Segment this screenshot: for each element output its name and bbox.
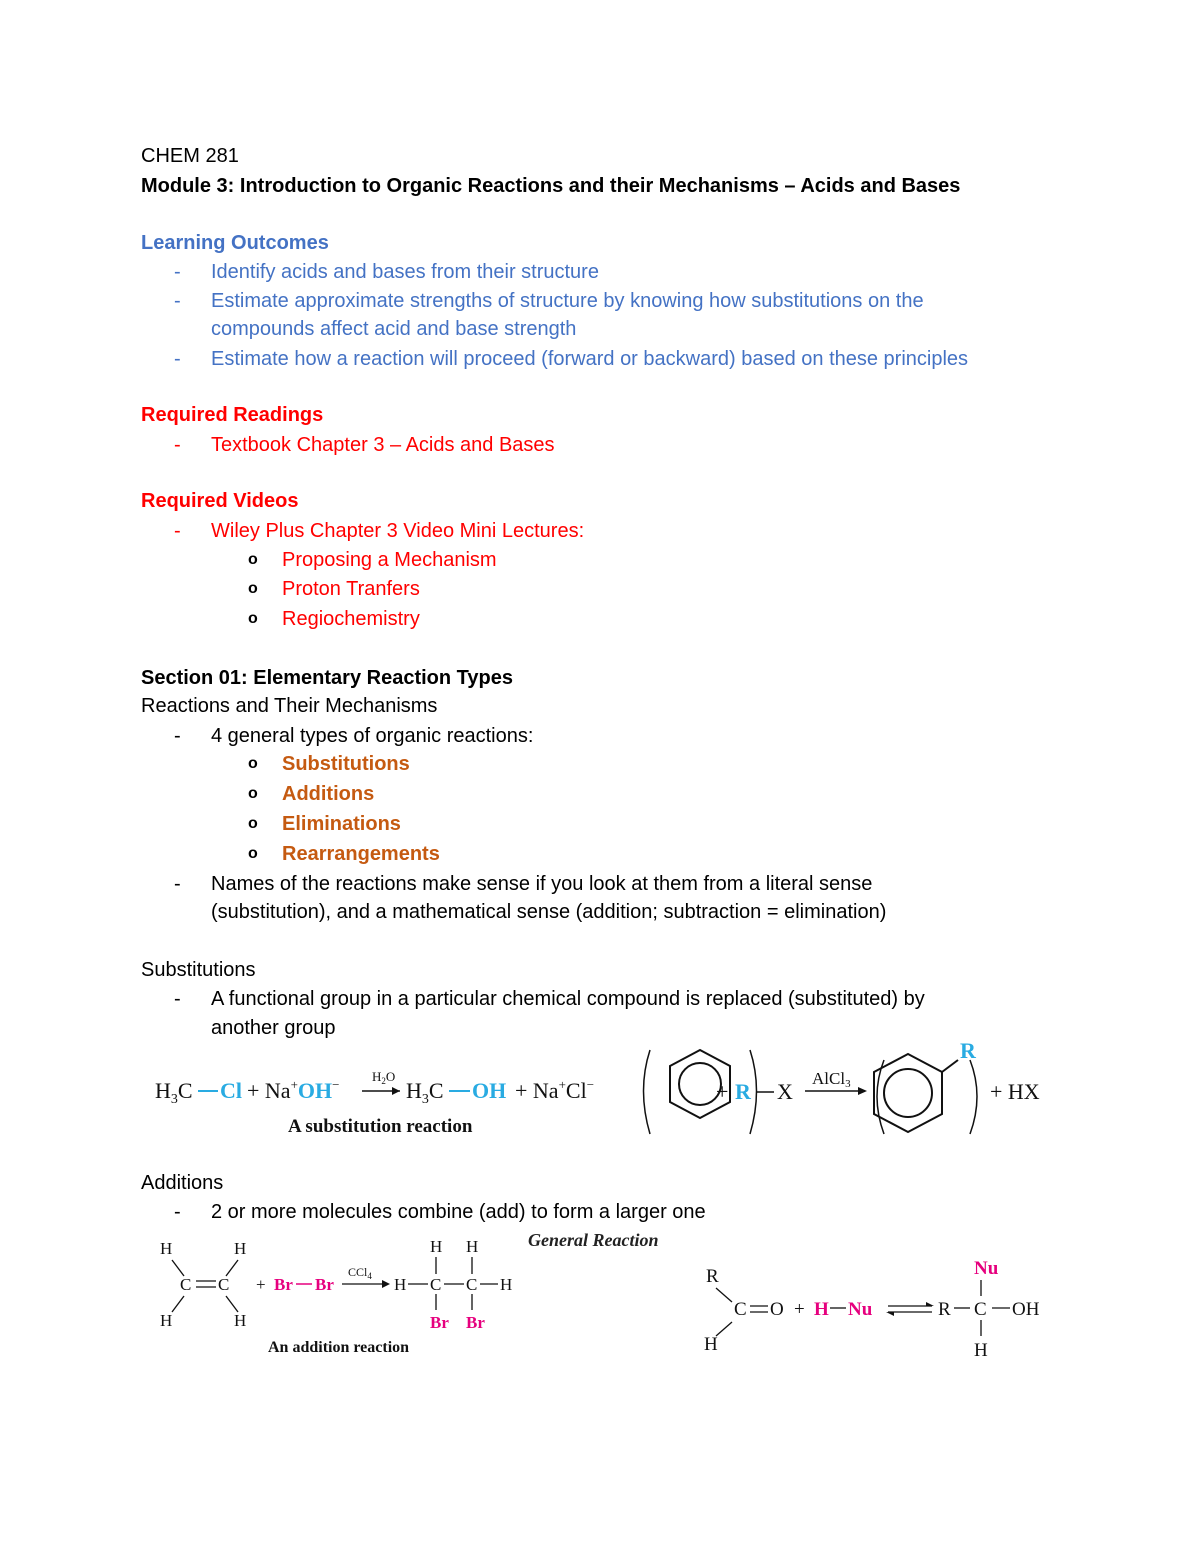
dash-bullet: -	[174, 873, 181, 895]
video-subitem: Proposing a Mechanism	[282, 549, 497, 571]
substitutions-heading: Substitutions	[141, 959, 256, 981]
dash-bullet: -	[174, 348, 181, 370]
svg-text:Br: Br	[274, 1275, 293, 1294]
svg-text:O: O	[770, 1299, 784, 1320]
required-videos-heading: Required Videos	[141, 490, 299, 512]
svg-text:R: R	[706, 1266, 719, 1287]
addition-reaction-figure	[150, 1226, 1060, 1366]
dash-bullet: -	[174, 988, 181, 1010]
outcome-item: Estimate how a reaction will proceed (forward or backward) based on these principles	[211, 348, 969, 370]
svg-text:C: C	[218, 1275, 230, 1294]
reaction-type: Substitutions	[282, 753, 410, 775]
svg-text:H: H	[234, 1239, 247, 1258]
reading-item: Textbook Chapter 3 – Acids and Bases	[211, 434, 555, 456]
svg-text:+ Na+Cl−: + Na+Cl−	[515, 1077, 595, 1103]
svg-text:C: C	[734, 1299, 747, 1320]
svg-text:CCl4: CCl$_4$	[348, 1265, 372, 1281]
svg-text:Cl: Cl	[220, 1078, 242, 1103]
reaction-type: Rearrangements	[282, 843, 440, 865]
dash-bullet: -	[174, 520, 181, 542]
substitution-reaction-figure	[150, 1038, 1060, 1148]
svg-text:H: H	[466, 1237, 479, 1256]
substitution-caption: A substitution reaction	[288, 1116, 473, 1137]
video-subitem: Proton Tranfers	[282, 578, 420, 600]
circle-bullet: o	[248, 551, 258, 568]
svg-text:H: H	[430, 1237, 443, 1256]
addition-text: 2 or more molecules combine (add) to form a larger one	[211, 1201, 706, 1223]
svg-text:+: +	[716, 1079, 729, 1104]
svg-text:+ Na+OH−: + Na+OH−	[247, 1077, 340, 1103]
module-title: Module 3: Introduction to Organic Reactions and their Mechanisms – Acids and Bases	[141, 175, 961, 197]
svg-text:C: C	[466, 1275, 478, 1294]
section-subheading: Reactions and Their Mechanisms	[141, 695, 438, 717]
dash-bullet: -	[174, 261, 181, 283]
circle-bullet: o	[248, 785, 258, 802]
video-subitem: Regiochemistry	[282, 608, 420, 630]
substitution-text-continued: another group	[211, 1017, 336, 1039]
circle-bullet: o	[248, 610, 258, 627]
section-heading: Section 01: Elementary Reaction Types	[141, 667, 513, 689]
course-code: CHEM 281	[141, 145, 239, 167]
svg-text:AlCl3: AlCl3	[812, 1069, 851, 1090]
svg-text:Br: Br	[315, 1275, 334, 1294]
svg-text:H: H	[704, 1334, 718, 1355]
svg-text:Br: Br	[430, 1313, 449, 1332]
svg-text:H: H	[394, 1275, 407, 1294]
svg-text:H: H	[234, 1311, 247, 1330]
svg-text:Nu: Nu	[974, 1258, 999, 1279]
svg-text:+ HX: + HX	[990, 1079, 1040, 1104]
dash-bullet: -	[174, 434, 181, 456]
svg-text:X: X	[777, 1079, 793, 1104]
section-item: Names of the reactions make sense if you look at them from a literal sense	[211, 873, 873, 895]
outcome-item: Estimate approximate strengths of structure by knowing how substitutions on the	[211, 290, 924, 312]
required-readings-heading: Required Readings	[141, 404, 324, 426]
video-item: Wiley Plus Chapter 3 Video Mini Lectures:	[211, 520, 585, 542]
general-reaction-label: General Reaction	[528, 1230, 659, 1250]
substitution-text: A functional group in a particular chemical compound is replaced (substituted) by	[211, 988, 925, 1010]
svg-text:Nu: Nu	[848, 1299, 873, 1320]
addition-caption: An addition reaction	[268, 1339, 410, 1356]
svg-text:C: C	[430, 1275, 442, 1294]
svg-text:H: H	[160, 1239, 173, 1258]
svg-text:H: H	[974, 1340, 988, 1361]
svg-text:H2O: $H_2O$	[372, 1069, 396, 1086]
svg-text:R: R	[938, 1299, 951, 1320]
outcome-item-continued: compounds affect acid and base strength	[211, 318, 577, 340]
svg-text:+: +	[256, 1275, 266, 1294]
svg-text:H3C: $H_3C$	[406, 1078, 444, 1107]
dash-bullet: -	[174, 290, 181, 312]
benzene-ring-icon	[874, 1054, 958, 1132]
section-item-continued: (substitution), and a mathematical sense (addition; subtraction = elimination)	[211, 901, 887, 923]
dash-bullet: -	[174, 725, 181, 747]
svg-text:OH: OH	[472, 1078, 507, 1103]
circle-bullet: o	[248, 845, 258, 862]
reaction-type: Additions	[282, 783, 375, 805]
svg-text:H3C: $H_3C$	[155, 1078, 193, 1107]
section-item: 4 general types of organic reactions:	[211, 725, 534, 747]
svg-text:OH: OH	[1012, 1299, 1040, 1320]
circle-bullet: o	[248, 755, 258, 772]
svg-text:C: C	[180, 1275, 192, 1294]
learning-outcomes-heading: Learning Outcomes	[141, 232, 329, 254]
svg-text:H: H	[500, 1275, 513, 1294]
reaction-type: Eliminations	[282, 813, 401, 835]
dash-bullet: -	[174, 1201, 181, 1223]
additions-heading: Additions	[141, 1172, 224, 1194]
svg-text:H: H	[160, 1311, 173, 1330]
svg-text:Br: Br	[466, 1313, 485, 1332]
svg-text:H: H	[814, 1299, 829, 1320]
circle-bullet: o	[248, 815, 258, 832]
svg-text:R: R	[960, 1038, 976, 1063]
svg-text:C: C	[974, 1299, 987, 1320]
outcome-item: Identify acids and bases from their structure	[211, 261, 599, 283]
svg-text:+: +	[794, 1299, 805, 1320]
svg-text:R: R	[735, 1079, 751, 1104]
circle-bullet: o	[248, 580, 258, 597]
